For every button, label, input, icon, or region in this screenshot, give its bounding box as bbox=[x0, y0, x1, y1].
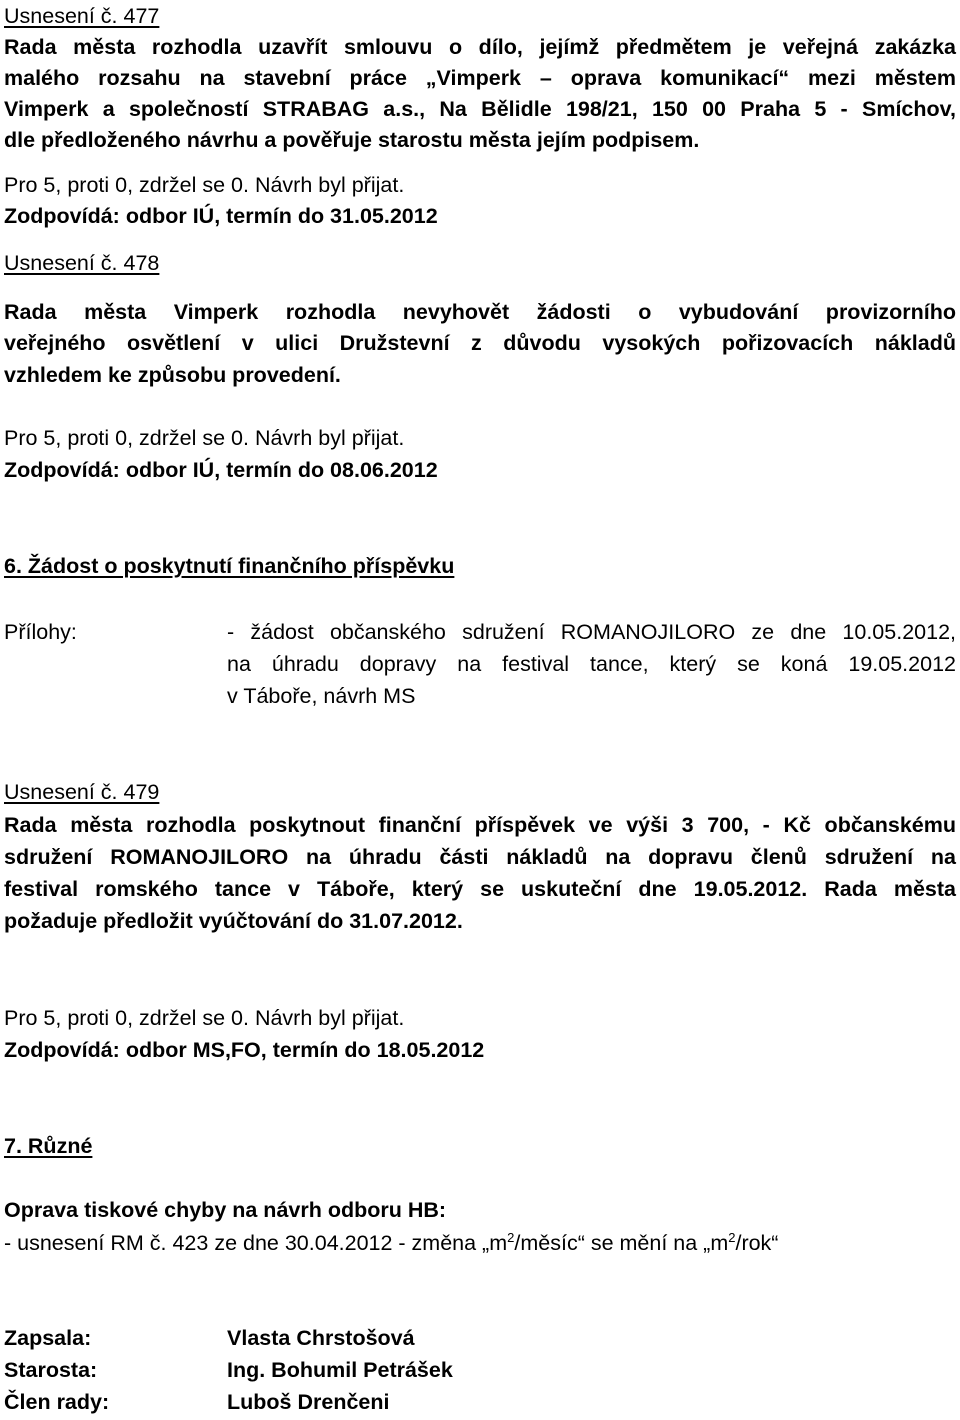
resolution-479-responsible: Zodpovídá: odbor MS,FO, termín do 18.05.2012 bbox=[4, 1038, 485, 1062]
resolution-478-responsible: Zodpovídá: odbor IÚ, termín do 08.06.2012 bbox=[4, 458, 438, 482]
correction-part-b: /měsíc“ se mění na „m bbox=[514, 1231, 729, 1255]
signature-name-3: Luboš Drenčeni bbox=[227, 1390, 390, 1414]
resolution-477-vote: Pro 5, proti 0, zdržel se 0. Návrh byl přijat. bbox=[4, 173, 405, 197]
resolution-478-vote: Pro 5, proti 0, zdržel se 0. Návrh byl přijat. bbox=[4, 426, 405, 450]
resolution-477-heading: Usnesení č. 477 bbox=[4, 4, 160, 28]
attachments-label: Přílohy: bbox=[4, 620, 77, 644]
correction-text bbox=[4, 1227, 778, 1259]
resolution-479-line-4: požaduje předložit vyúčtování do 31.07.2012. bbox=[4, 909, 463, 933]
resolution-479-vote: Pro 5, proti 0, zdržel se 0. Návrh byl přijat. bbox=[4, 1006, 405, 1030]
superscript-2: 2 bbox=[728, 1230, 736, 1245]
resolution-477-line-1: Rada města rozhodla uzavřít smlouvu o dílo, jejímž předmětem je veřejná zakázka bbox=[4, 35, 956, 59]
resolution-478-line-1: Rada města Vimperk rozhodla nevyhovět žádosti o vybudování provizorního bbox=[4, 300, 956, 324]
signature-role-2: Starosta: bbox=[4, 1358, 98, 1382]
correction-part-c: /rok“ bbox=[735, 1231, 779, 1255]
resolution-477-responsible: Zodpovídá: odbor IÚ, termín do 31.05.2012 bbox=[4, 204, 438, 228]
resolution-477-line-3: Vimperk a společností STRABAG a.s., Na Bělidle 198/21, 150 00 Praha 5 - Smíchov, bbox=[4, 97, 956, 121]
correction-title: Oprava tiskové chyby na návrh odboru HB: bbox=[4, 1198, 447, 1222]
resolution-477-line-4: dle předloženého návrhu a pověřuje starostu města jejím podpisem. bbox=[4, 128, 700, 152]
resolution-478-line-2: veřejného osvětlení v ulici Družstevní z důvodu vysokých pořizovacích nákladů bbox=[4, 331, 956, 355]
superscript-1: 2 bbox=[507, 1230, 515, 1245]
resolution-477-line-2: malého rozsahu na stavební práce „Vimperk – oprava komunikací“ mezi městem bbox=[4, 66, 956, 90]
resolution-478-line-3: vzhledem ke způsobu provedení. bbox=[4, 363, 341, 387]
section-7-heading: 7. Různé bbox=[4, 1134, 93, 1158]
signature-role-3: Člen rady: bbox=[4, 1390, 110, 1414]
signature-name-1: Vlasta Chrstošová bbox=[227, 1326, 415, 1350]
attachment-line-1: - žádost občanského sdružení ROMANOJILORO ze dne 10.05.2012, bbox=[227, 620, 956, 644]
signature-name-2: Ing. Bohumil Petrášek bbox=[227, 1358, 453, 1382]
attachment-line-2: na úhradu dopravy na festival tance, který se koná 19.05.2012 bbox=[227, 652, 956, 676]
signature-role-1: Zapsala: bbox=[4, 1326, 92, 1350]
resolution-479-line-1: Rada města rozhodla poskytnout finanční příspěvek ve výši 3 700, - Kč občanskému bbox=[4, 813, 956, 837]
resolution-479-heading: Usnesení č. 479 bbox=[4, 780, 160, 804]
resolution-479-line-2: sdružení ROMANOJILORO na úhradu části nákladů na dopravu členů sdružení na bbox=[4, 845, 956, 869]
resolution-479-line-3: festival romského tance v Táboře, který se uskuteční dne 19.05.2012. Rada města bbox=[4, 877, 956, 901]
resolution-478-heading: Usnesení č. 478 bbox=[4, 251, 160, 275]
correction-part-a: - usnesení RM č. 423 ze dne 30.04.2012 - změna „m bbox=[4, 1231, 508, 1255]
section-6-heading: 6. Žádost o poskytnutí finančního příspěvku bbox=[4, 554, 455, 578]
attachment-line-3: v Táboře, návrh MS bbox=[227, 684, 416, 708]
